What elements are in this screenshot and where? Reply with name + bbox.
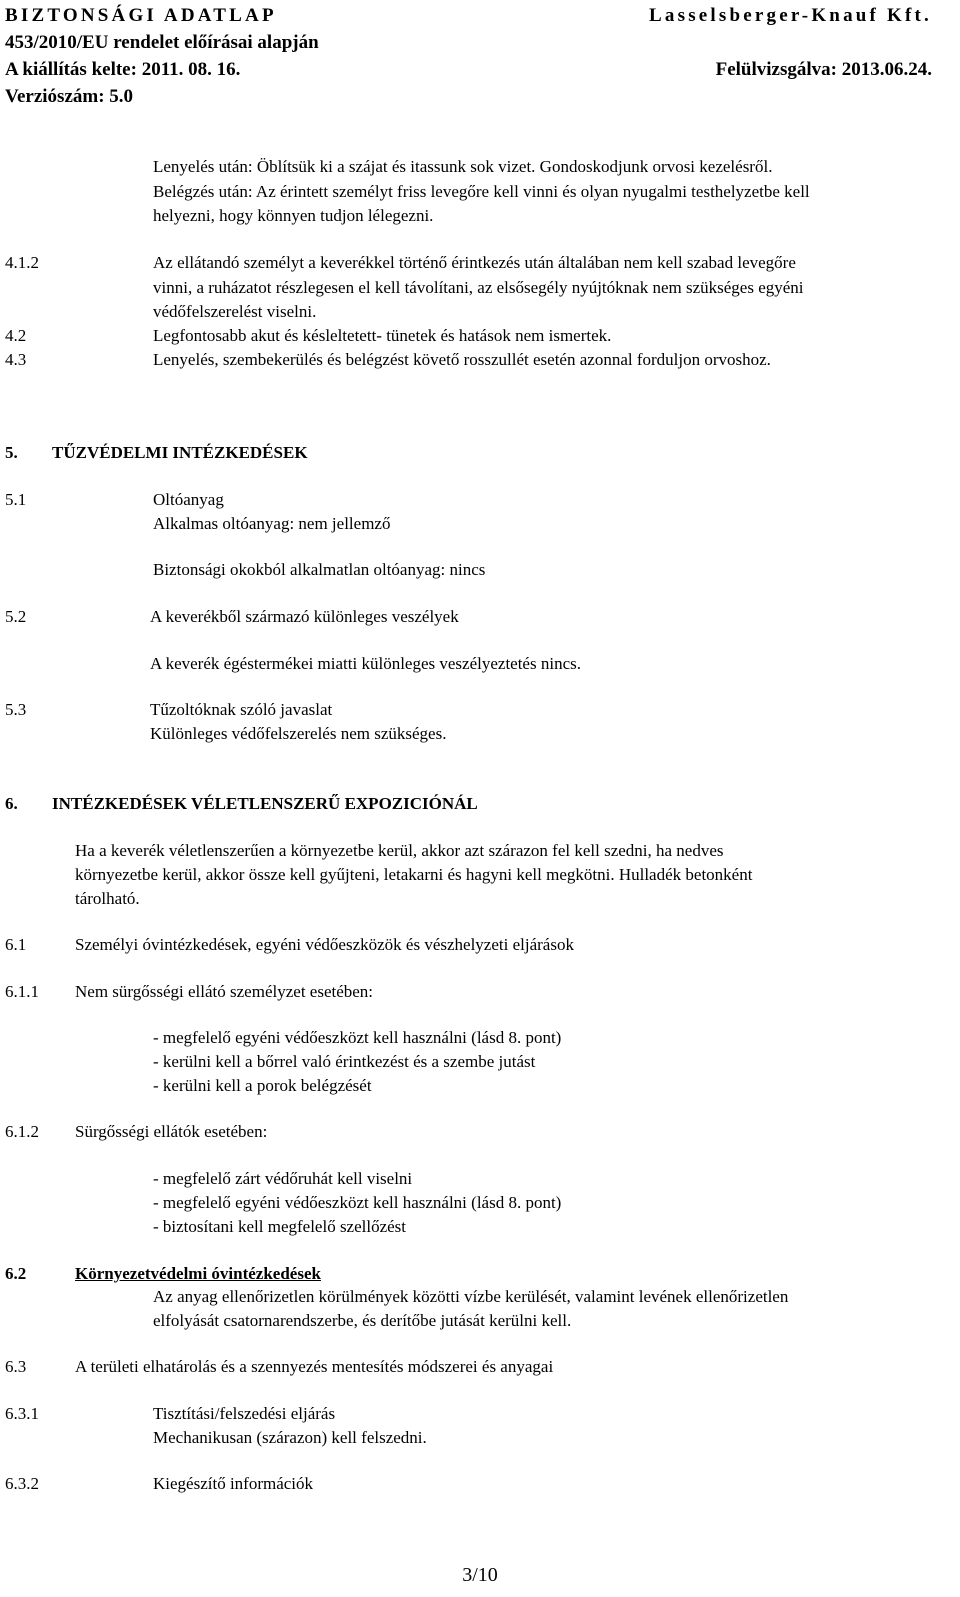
inhalation-text-line2: helyezni, hogy könnyen tudjon lélegezni. <box>153 206 434 225</box>
section-6-1-number: 6.1 <box>5 935 27 954</box>
section-6-3-1-title: Tisztítási/felszedési eljárás <box>153 1404 336 1423</box>
section-6-1-2-title: Sürgősségi ellátók esetében: <box>75 1122 268 1141</box>
ingestion-text: Lenyelés után: Öblítsük ki a szájat és itassunk sok vizet. Gondoskodjunk orvosi kezelésről. <box>153 157 773 176</box>
section-6-intro-line2: környezetbe kerül, akkor össze kell gyűjteni, letakarni és hagyni kell megkötni. Hulladék betonként <box>75 865 753 884</box>
section-4-2-number: 4.2 <box>5 326 27 345</box>
firefighter-advice: Különleges védőfelszerelés nem szükséges. <box>150 724 447 743</box>
section-5-title: TŰZVÉDELMI INTÉZKEDÉSEK <box>52 443 308 462</box>
section-6-number: 6. <box>5 794 18 813</box>
section-6-2-number: 6.2 <box>5 1264 27 1283</box>
list-item: - kerülni kell a porok belégzését <box>153 1076 372 1095</box>
section-5-1-number: 5.1 <box>5 490 27 509</box>
section-6-1-1-number: 6.1.1 <box>5 982 39 1001</box>
section-4-3-text: Lenyelés, szembekerülés és belégzést követő rosszullét esetén azonnal forduljon orvoshoz. <box>153 350 771 369</box>
section-6-intro-line3: tárolható. <box>75 889 140 908</box>
section-6-1-title: Személyi óvintézkedések, egyéni védőeszközök és vészhelyzeti eljárások <box>75 935 574 954</box>
section-5-3-number: 5.3 <box>5 700 27 719</box>
list-item: - megfelelő egyéni védőeszközt kell használni (lásd 8. pont) <box>153 1193 562 1212</box>
section-5-2-number: 5.2 <box>5 607 27 626</box>
list-item: - megfelelő zárt védőruhát kell viselni <box>153 1169 413 1188</box>
list-item: - megfelelő egyéni védőeszközt kell használni (lásd 8. pont) <box>153 1028 562 1047</box>
section-6-2-line2: elfolyását csatornarendszerbe, és derítőbe jutását kerülni kell. <box>153 1311 572 1330</box>
section-4-1-2-line3: védőfelszerelést viselni. <box>153 302 317 321</box>
list-item: - kerülni kell a bőrrel való érintkezést és a szembe jutást <box>153 1052 536 1071</box>
page-number: 3/10 <box>462 1564 498 1586</box>
section-6-3-number: 6.3 <box>5 1357 27 1376</box>
suitable-extinguisher: Alkalmas oltóanyag: nem jellemző <box>153 514 391 533</box>
issue-date: A kiállítás kelte: 2011. 08. 16. <box>5 59 241 80</box>
section-6-3-2-number: 6.3.2 <box>5 1474 39 1493</box>
section-6-3-1-number: 6.3.1 <box>5 1404 39 1423</box>
section-4-2-text: Legfontosabb akut és késleltetett- tünetek és hatások nem ismertek. <box>153 326 612 345</box>
section-6-2-title: Környezetvédelmi óvintézkedések <box>75 1264 321 1283</box>
company-name: Lasselsberger-Knauf Kft. <box>649 5 932 26</box>
document-title: BIZTONSÁGI ADATLAP <box>5 5 277 26</box>
revision-date: Felülvizsgálva: 2013.06.24. <box>715 59 932 80</box>
section-5-1-title: Oltóanyag <box>153 490 224 509</box>
section-6-1-2-number: 6.1.2 <box>5 1122 39 1141</box>
inhalation-text-line1: Belégzés után: Az érintett személyt friss levegőre kell vinni és olyan nyugalmi testhelyzetbe kell <box>153 182 810 201</box>
version-number: Verziószám: 5.0 <box>5 86 134 107</box>
section-4-1-2-number: 4.1.2 <box>5 253 39 272</box>
section-5-3-title: Tűzoltóknak szóló javaslat <box>150 700 333 719</box>
section-6-2-line1: Az anyag ellenőrizetlen körülmények közötti vízbe kerülését, valamint levének ellenőrizetlen <box>153 1287 789 1306</box>
section-6-3-2-title: Kiegészítő információk <box>153 1474 314 1493</box>
section-5-2-title: A keverékből származó különleges veszélyek <box>150 607 459 626</box>
section-6-intro-line1: Ha a keverék véletlenszerűen a környezetbe kerül, akkor azt szárazon fel kell szedni, ha nedves <box>75 841 724 860</box>
combustion-hazard-text: A keverék égéstermékei miatti különleges veszélyeztetés nincs. <box>150 654 581 673</box>
section-6-1-1-title: Nem sürgősségi ellátó személyzet esetében: <box>75 982 374 1001</box>
section-6-3-1-text: Mechanikusan (szárazon) kell felszedni. <box>153 1428 427 1447</box>
section-5-number: 5. <box>5 443 18 462</box>
section-6-3-title: A területi elhatárolás és a szennyezés mentesítés módszerei és anyagai <box>75 1357 554 1376</box>
section-4-1-2-line2: vinni, a ruházatot részlegesen el kell távolítani, az elsősegély nyújtóknak nem szükséges egyéni <box>153 278 804 297</box>
section-4-3-number: 4.3 <box>5 350 27 369</box>
section-4-1-2-line1: Az ellátandó személyt a keverékkel történő érintkezés után általában nem kell szabad levegőre <box>153 253 796 272</box>
regulation-line: 453/2010/EU rendelet előírásai alapján <box>5 32 319 53</box>
list-item: - biztosítani kell megfelelő szellőzést <box>153 1217 407 1236</box>
section-6-title: INTÉZKEDÉSEK VÉLETLENSZERŰ EXPOZICIÓNÁL <box>52 794 478 813</box>
unsuitable-extinguisher: Biztonsági okokból alkalmatlan oltóanyag: nincs <box>153 560 486 579</box>
